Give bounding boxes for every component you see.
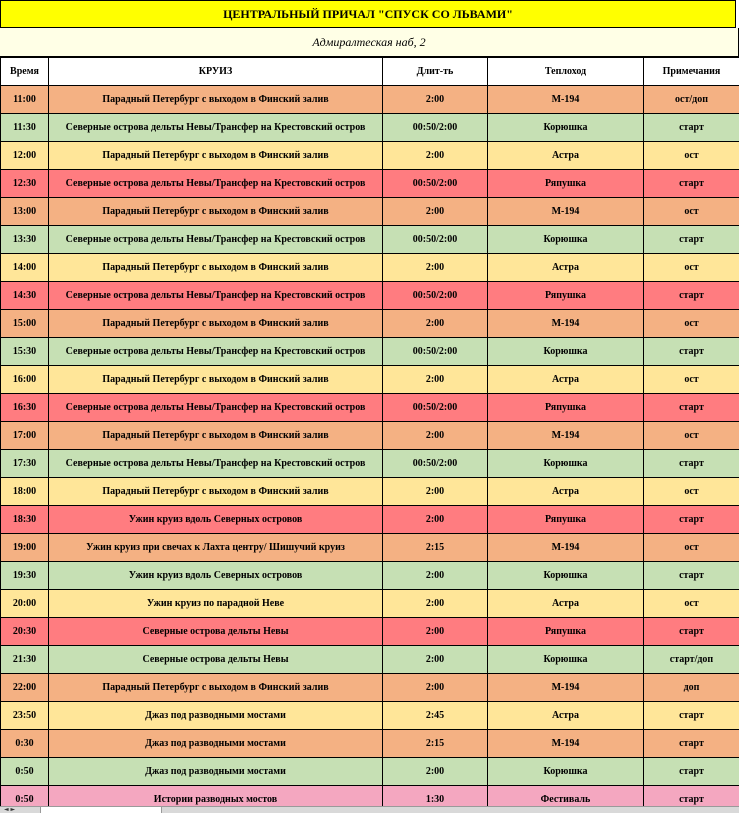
cell-note[interactable]: старт bbox=[644, 506, 739, 534]
cell-cruise[interactable]: Парадный Петербург с выходом в Финский залив bbox=[49, 366, 383, 394]
cell-time[interactable]: 21:30 bbox=[1, 646, 49, 674]
cell-cruise[interactable]: Парадный Петербург с выходом в Финский залив bbox=[49, 422, 383, 450]
cell-ship[interactable]: Астра bbox=[488, 366, 644, 394]
cell-note[interactable]: старт bbox=[644, 758, 739, 786]
cell-duration[interactable]: 00:50/2:00 bbox=[383, 338, 488, 366]
cell-ship[interactable]: Астра bbox=[488, 702, 644, 730]
cell-cruise[interactable]: Парадный Петербург с выходом в Финский залив bbox=[49, 86, 383, 114]
cell-note[interactable]: старт bbox=[644, 114, 739, 142]
cell-time[interactable]: 11:30 bbox=[1, 114, 49, 142]
column-header-time[interactable]: Время bbox=[1, 58, 49, 86]
cell-cruise[interactable]: Джаз под разводными мостами bbox=[49, 758, 383, 786]
cell-ship[interactable]: Ряпушка bbox=[488, 170, 644, 198]
cell-cruise[interactable]: Истории разводных мостов bbox=[49, 786, 383, 807]
cell-ship[interactable]: Ряпушка bbox=[488, 282, 644, 310]
cell-duration[interactable]: 00:50/2:00 bbox=[383, 170, 488, 198]
table-row bbox=[1, 646, 739, 674]
table-row bbox=[1, 422, 739, 450]
cell-note[interactable]: ост/доп bbox=[644, 86, 739, 114]
cell-cruise[interactable]: Парадный Петербург с выходом в Финский залив bbox=[49, 310, 383, 338]
cell-cruise[interactable]: Ужин круиз по парадной Неве bbox=[49, 590, 383, 618]
cell-time[interactable]: 20:30 bbox=[1, 618, 49, 646]
cell-note[interactable]: ост bbox=[644, 366, 739, 394]
cell-duration[interactable]: 2:00 bbox=[383, 618, 488, 646]
cell-note[interactable]: старт bbox=[644, 450, 739, 478]
column-header-duration[interactable]: Длит-ть bbox=[383, 58, 488, 86]
table-row bbox=[1, 394, 739, 422]
cell-duration[interactable]: 00:50/2:00 bbox=[383, 394, 488, 422]
cell-cruise[interactable]: Северные острова дельты Невы/Трансфер на Крестовский остров bbox=[49, 338, 383, 366]
cell-ship[interactable]: Корюшка bbox=[488, 450, 644, 478]
cell-ship[interactable]: М-194 bbox=[488, 422, 644, 450]
cell-time[interactable]: 16:30 bbox=[1, 394, 49, 422]
cell-note[interactable]: ост bbox=[644, 534, 739, 562]
column-header-cruise[interactable]: КРУИЗ bbox=[49, 58, 383, 86]
cell-duration[interactable]: 2:00 bbox=[383, 86, 488, 114]
cell-note[interactable]: старт bbox=[644, 730, 739, 758]
table-row bbox=[1, 310, 739, 338]
cell-time[interactable]: 17:00 bbox=[1, 422, 49, 450]
cell-duration[interactable]: 2:00 bbox=[383, 198, 488, 226]
cell-duration[interactable]: 2:00 bbox=[383, 562, 488, 590]
cell-duration[interactable]: 00:50/2:00 bbox=[383, 282, 488, 310]
cell-ship[interactable]: Фестиваль bbox=[488, 786, 644, 807]
cell-ship[interactable]: М-194 bbox=[488, 730, 644, 758]
sheet-tab-bar bbox=[0, 806, 739, 813]
table-row bbox=[1, 170, 739, 198]
cell-ship[interactable]: Ряпушка bbox=[488, 394, 644, 422]
cell-cruise[interactable]: Ужин круиз при свечах к Лахта центру/ Шишучий круиз bbox=[49, 534, 383, 562]
cell-duration[interactable]: 2:00 bbox=[383, 422, 488, 450]
table-row bbox=[1, 702, 739, 730]
cell-cruise[interactable]: Парадный Петербург с выходом в Финский залив bbox=[49, 254, 383, 282]
cell-cruise[interactable]: Северные острова дельты Невы/Трансфер на Крестовский остров bbox=[49, 450, 383, 478]
cell-cruise[interactable]: Ужин круиз вдоль Северных островов bbox=[49, 506, 383, 534]
schedule-rows bbox=[1, 86, 739, 807]
cell-ship[interactable]: Корюшка bbox=[488, 758, 644, 786]
cell-cruise[interactable]: Ужин круиз вдоль Северных островов bbox=[49, 562, 383, 590]
cell-duration[interactable]: 2:15 bbox=[383, 534, 488, 562]
table-row bbox=[1, 282, 739, 310]
table-row bbox=[1, 506, 739, 534]
cell-cruise[interactable]: Парадный Петербург с выходом в Финский залив bbox=[49, 674, 383, 702]
table-row bbox=[1, 450, 739, 478]
table-row bbox=[1, 674, 739, 702]
cell-ship[interactable]: М-194 bbox=[488, 310, 644, 338]
table-row bbox=[1, 142, 739, 170]
sheet-nav-arrows-icon[interactable]: ◄ ► bbox=[4, 806, 16, 813]
cell-cruise[interactable]: Северные острова дельты Невы/Трансфер на Крестовский остров bbox=[49, 394, 383, 422]
cell-ship[interactable]: Корюшка bbox=[488, 226, 644, 254]
cell-duration[interactable]: 1:30 bbox=[383, 786, 488, 807]
table-row bbox=[1, 786, 739, 807]
cell-time[interactable]: 19:00 bbox=[1, 534, 49, 562]
table-row bbox=[1, 478, 739, 506]
cell-time[interactable]: 15:00 bbox=[1, 310, 49, 338]
cell-note[interactable]: ост bbox=[644, 310, 739, 338]
cell-duration[interactable]: 2:00 bbox=[383, 478, 488, 506]
page-title[interactable]: ЦЕНТРАЛЬНЫЙ ПРИЧАЛ "СПУСК СО ЛЬВАМИ" bbox=[0, 0, 736, 28]
cell-cruise[interactable]: Северные острова дельты Невы/Трансфер на Крестовский остров bbox=[49, 114, 383, 142]
cell-ship[interactable]: Астра bbox=[488, 590, 644, 618]
cell-ship[interactable]: Астра bbox=[488, 254, 644, 282]
cell-time[interactable]: 22:00 bbox=[1, 674, 49, 702]
cell-time[interactable]: 14:30 bbox=[1, 282, 49, 310]
table-row bbox=[1, 338, 739, 366]
cell-note[interactable]: старт bbox=[644, 786, 739, 807]
cell-ship[interactable]: Ряпушка bbox=[488, 618, 644, 646]
cell-note[interactable]: старт bbox=[644, 702, 739, 730]
table-row bbox=[1, 534, 739, 562]
active-sheet-tab[interactable] bbox=[40, 807, 162, 813]
cell-cruise[interactable]: Джаз под разводными мостами bbox=[49, 702, 383, 730]
header-row bbox=[1, 58, 739, 86]
cell-duration[interactable]: 00:50/2:00 bbox=[383, 114, 488, 142]
cell-ship[interactable]: Астра bbox=[488, 478, 644, 506]
cell-duration[interactable]: 2:00 bbox=[383, 142, 488, 170]
table-row bbox=[1, 366, 739, 394]
cell-note[interactable]: старт bbox=[644, 618, 739, 646]
cell-cruise[interactable]: Парадный Петербург с выходом в Финский залив bbox=[49, 198, 383, 226]
cell-time[interactable]: 15:30 bbox=[1, 338, 49, 366]
column-header-ship[interactable]: Теплоход bbox=[488, 58, 644, 86]
cell-ship[interactable]: Астра bbox=[488, 142, 644, 170]
cell-time[interactable]: 12:30 bbox=[1, 170, 49, 198]
cell-note[interactable]: доп bbox=[644, 674, 739, 702]
cell-time[interactable]: 19:30 bbox=[1, 562, 49, 590]
cell-time[interactable]: 16:00 bbox=[1, 366, 49, 394]
cell-time[interactable]: 18:30 bbox=[1, 506, 49, 534]
cell-note[interactable]: ост bbox=[644, 198, 739, 226]
cell-time[interactable]: 0:50 bbox=[1, 758, 49, 786]
cell-time[interactable]: 13:00 bbox=[1, 198, 49, 226]
cell-duration[interactable]: 2:00 bbox=[383, 310, 488, 338]
cell-time[interactable]: 17:30 bbox=[1, 450, 49, 478]
cell-time[interactable]: 18:00 bbox=[1, 478, 49, 506]
cell-cruise[interactable]: Северные острова дельты Невы/Трансфер на Крестовский остров bbox=[49, 282, 383, 310]
cell-time[interactable]: 12:00 bbox=[1, 142, 49, 170]
cell-duration[interactable]: 2:00 bbox=[383, 674, 488, 702]
table-row bbox=[1, 758, 739, 786]
cell-duration[interactable]: 2:00 bbox=[383, 506, 488, 534]
cell-duration[interactable]: 2:15 bbox=[383, 730, 488, 758]
cell-note[interactable]: ост bbox=[644, 478, 739, 506]
cell-ship[interactable]: М-194 bbox=[488, 674, 644, 702]
cell-cruise[interactable]: Джаз под разводными мостами bbox=[49, 730, 383, 758]
column-header-notes[interactable]: Примечания bbox=[644, 58, 739, 86]
cell-cruise[interactable]: Парадный Петербург с выходом в Финский залив bbox=[49, 478, 383, 506]
schedule-table bbox=[0, 57, 739, 806]
cell-note[interactable]: старт bbox=[644, 394, 739, 422]
cell-time[interactable]: 11:00 bbox=[1, 86, 49, 114]
cell-duration[interactable]: 2:00 bbox=[383, 366, 488, 394]
cell-ship[interactable]: М-194 bbox=[488, 86, 644, 114]
cell-note[interactable]: старт bbox=[644, 170, 739, 198]
cell-ship[interactable]: Корюшка bbox=[488, 114, 644, 142]
table-row bbox=[1, 730, 739, 758]
cell-time[interactable]: 0:30 bbox=[1, 730, 49, 758]
cell-time[interactable]: 13:30 bbox=[1, 226, 49, 254]
cell-note[interactable]: ост bbox=[644, 590, 739, 618]
cell-cruise[interactable]: Парадный Петербург с выходом в Финский залив bbox=[49, 142, 383, 170]
cell-note[interactable]: ост bbox=[644, 422, 739, 450]
table-row bbox=[1, 114, 739, 142]
cell-ship[interactable]: М-194 bbox=[488, 534, 644, 562]
cell-cruise[interactable]: Северные острова дельты Невы bbox=[49, 646, 383, 674]
cell-note[interactable]: ост bbox=[644, 142, 739, 170]
cell-note[interactable]: старт bbox=[644, 338, 739, 366]
cell-duration[interactable]: 2:00 bbox=[383, 590, 488, 618]
cell-duration[interactable]: 2:45 bbox=[383, 702, 488, 730]
cell-ship[interactable]: М-194 bbox=[488, 198, 644, 226]
cell-note[interactable]: старт bbox=[644, 562, 739, 590]
table-row bbox=[1, 226, 739, 254]
table-row bbox=[1, 562, 739, 590]
cell-cruise[interactable]: Северные острова дельты Невы bbox=[49, 618, 383, 646]
table-row bbox=[1, 590, 739, 618]
cell-ship[interactable]: Корюшка bbox=[488, 646, 644, 674]
cell-time[interactable]: 0:50 bbox=[1, 786, 49, 807]
cell-ship[interactable]: Ряпушка bbox=[488, 506, 644, 534]
cell-note[interactable]: старт bbox=[644, 226, 739, 254]
cell-note[interactable]: старт bbox=[644, 282, 739, 310]
cell-duration[interactable]: 2:00 bbox=[383, 646, 488, 674]
cell-duration[interactable]: 2:00 bbox=[383, 758, 488, 786]
table-row bbox=[1, 198, 739, 226]
cell-time[interactable]: 23:50 bbox=[1, 702, 49, 730]
cell-ship[interactable]: Корюшка bbox=[488, 562, 644, 590]
cell-note[interactable]: старт/доп bbox=[644, 646, 739, 674]
cell-ship[interactable]: Корюшка bbox=[488, 338, 644, 366]
cell-duration[interactable]: 00:50/2:00 bbox=[383, 450, 488, 478]
cell-cruise[interactable]: Северные острова дельты Невы/Трансфер на Крестовский остров bbox=[49, 226, 383, 254]
pier-address[interactable]: Адмиралтеская наб, 2 bbox=[0, 28, 739, 57]
cell-time[interactable]: 14:00 bbox=[1, 254, 49, 282]
cell-note[interactable]: ост bbox=[644, 254, 739, 282]
table-row bbox=[1, 254, 739, 282]
table-row bbox=[1, 86, 739, 114]
cell-time[interactable]: 20:00 bbox=[1, 590, 49, 618]
table-row bbox=[1, 618, 739, 646]
cell-duration[interactable]: 2:00 bbox=[383, 254, 488, 282]
cell-duration[interactable]: 00:50/2:00 bbox=[383, 226, 488, 254]
cell-cruise[interactable]: Северные острова дельты Невы/Трансфер на Крестовский остров bbox=[49, 170, 383, 198]
